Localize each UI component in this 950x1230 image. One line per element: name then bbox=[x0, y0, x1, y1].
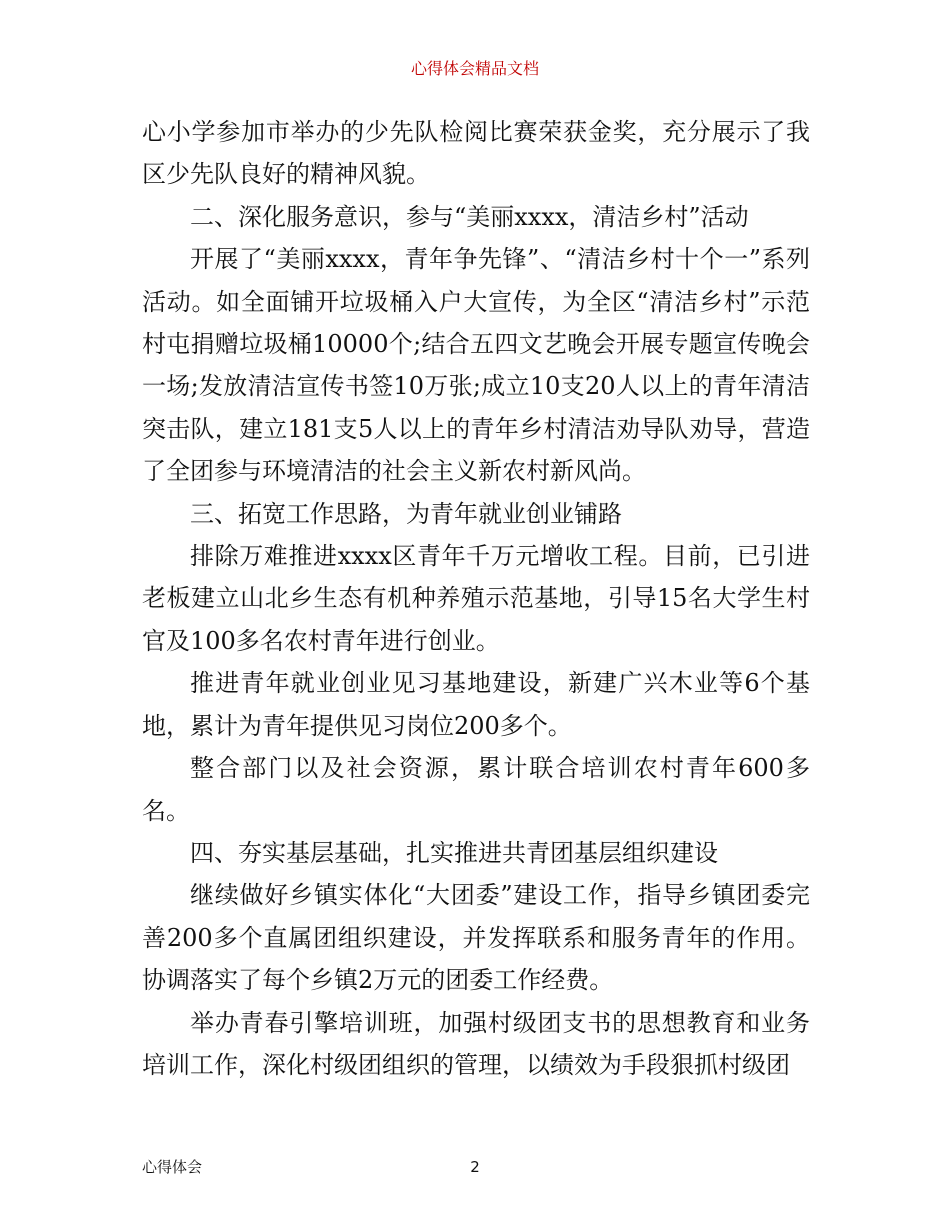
section-heading-3: 三、拓宽工作思路，为青年就业创业铺路 bbox=[190, 499, 622, 528]
paragraph-9: 继续做好乡镇实体化“大团委”建设工作，指导乡镇团委完善200多个直属团组织建设，并发挥联系和服务青年的作用。协调落实了每个乡镇2万元的团委工作经费。 bbox=[142, 881, 810, 995]
paragraph-6: 推进青年就业创业见习基地建设，新建广兴木业等6个基地，累计为青年提供见习岗位200多个。 bbox=[142, 669, 810, 740]
document-header-title: 心得体会精品文档 bbox=[410, 59, 539, 78]
section-heading-2: 二、深化服务意识，参与“美丽xxxx，清洁乡村”活动 bbox=[190, 202, 749, 231]
paragraph-5: 排除万难推进xxxx区青年千万元增收工程。目前，已引进老板建立山北乡生态有机种养殖示范基地，引导15名大学生村官及100多名农村青年进行创业。 bbox=[142, 542, 810, 655]
paragraph-1: 心小学参加市举办的少先队检阅比赛荣获金奖，充分展示了我区少先队良好的精神风貌。 bbox=[142, 118, 810, 189]
page-number: 2 bbox=[470, 1158, 480, 1176]
section-heading-4: 四、夯实基层基础，扎实推进共青团基层组织建设 bbox=[190, 838, 718, 867]
paragraph-10: 举办青春引擎培训班，加强村级团支书的思想教育和业务培训工作，深化村级团组织的管理，以绩效为手段狠抓村级团 bbox=[142, 1008, 810, 1079]
document-body bbox=[142, 111, 810, 1086]
paragraph-7: 整合部门以及社会资源，累计联合培训农村青年600多名。 bbox=[142, 754, 810, 825]
footer-label: 心得体会 bbox=[142, 1158, 203, 1176]
paragraph-3: 开展了“美丽xxxx，青年争先锋”、“清洁乡村十个一”系列活动。如全面铺开垃圾桶入户大宣传，为全区“清洁乡村”示范村屯捐赠垃圾桶10000个;结合五四文艺晚会开展专题宣传晚会一场;发放清洁宣传书签10万张;成立10支20人以上的青年清洁突击队，建立181支5人以上的青年乡村清洁劝导队劝导，营造了全团参与环境清洁的社会主义新农村新风尚。 bbox=[142, 245, 810, 486]
